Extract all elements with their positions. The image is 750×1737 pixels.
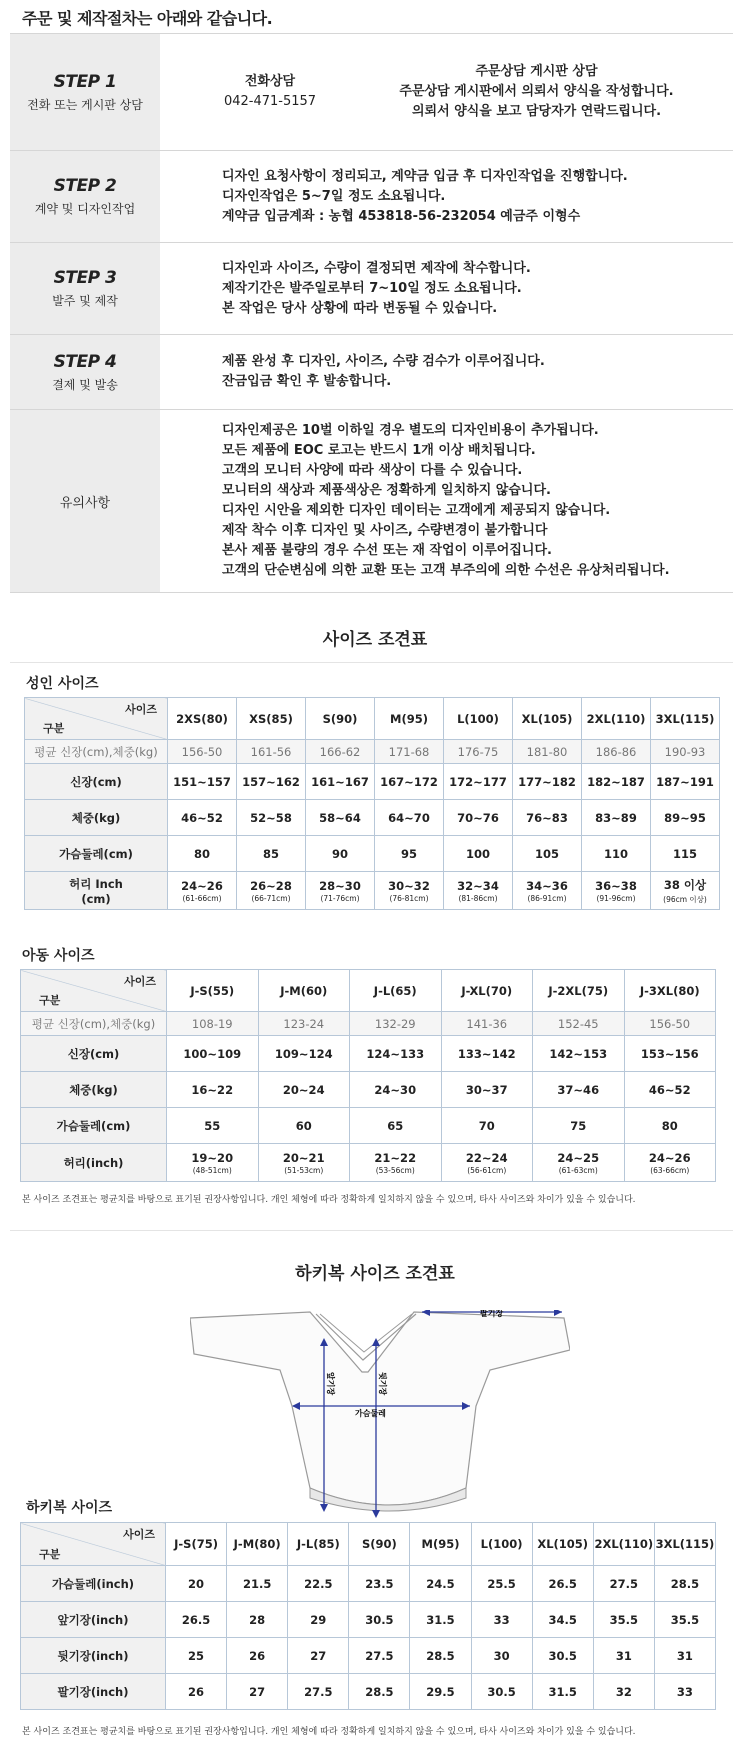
cell: 156-50 [168,740,237,764]
hockey-size-table [20,1522,716,1710]
size-col: XL(105) [532,1523,593,1566]
cell: 110 [582,836,651,872]
cell: 153~156 [624,1036,716,1072]
cell: 64~70 [375,800,444,836]
cell: 21.5 [227,1566,288,1602]
cell: 24~30 [350,1072,442,1108]
waist-inch: 22~24 [465,1150,508,1165]
cell: 161-56 [237,740,306,764]
table-header-row [21,1523,716,1566]
table-row [25,800,720,836]
size-col: XL(105) [513,698,582,740]
size-col: 2XS(80) [168,698,237,740]
size-col: 2XL(110) [593,1523,654,1566]
cell: 161~167 [306,764,375,800]
cell [624,1144,716,1182]
cell: 35.5 [654,1602,715,1638]
step-1-content [160,34,733,150]
corner-size-label: 사이즈 [125,703,157,716]
corner-size-label: 사이즈 [123,1528,155,1541]
step-number: STEP 1 [53,71,117,92]
cell: 115 [651,836,720,872]
row-label: 평균 신장(cm),체중(kg) [25,740,168,764]
size-col: M(95) [375,698,444,740]
waist-inch: 24~26 [181,878,223,893]
cell: 26.5 [532,1566,593,1602]
row-label: 평균 신장(cm),체중(kg) [21,1012,167,1036]
cell: 26 [166,1674,227,1710]
cell: 108-19 [167,1012,259,1036]
cell: 157~162 [237,764,306,800]
cell: 30~37 [441,1072,533,1108]
note-line: 모니터의 색상과 제품색상은 정확하게 일치하지 않습니다. [222,483,551,498]
step-subtitle: 결제 및 발송 [52,377,118,392]
cell: 37~46 [533,1072,625,1108]
waist-cm: (96cm 이상) [663,894,707,904]
waist-inch: 26~28 [250,878,292,893]
cell: 25.5 [471,1566,532,1602]
cell: 152-45 [533,1012,625,1036]
cell: 123-24 [258,1012,350,1036]
cell: 46~52 [168,800,237,836]
size-col: J-L(65) [350,970,442,1012]
step-3 [10,242,733,334]
cell [350,1144,442,1182]
cell: 33 [654,1674,715,1710]
chest-label: 가슴둘레 [355,1409,386,1418]
table-header-row [21,970,716,1012]
note-line: 디자인 시안을 제외한 디자인 데이터는 고객에게 제공되지 않습니다. [222,503,611,518]
table-row [21,1144,716,1182]
cell: 31.5 [532,1674,593,1710]
cell: 95 [375,836,444,872]
cell [258,1144,350,1182]
waist-cm: (86-91cm) [527,893,567,903]
board-consult-line: 주문상담 게시판에서 의뢰서 양식을 작성합니다. [399,84,674,99]
size-col: 3XL(115) [651,698,720,740]
hockey-chart-title: 하키복 사이즈 조견표 [295,1264,455,1284]
step-1-label [10,34,160,150]
step-line: 제품 완성 후 디자인, 사이즈, 수량 검수가 이루어집니다. [222,354,545,369]
step-line: 디자인과 사이즈, 수량이 결정되면 제작에 착수합니다. [222,260,531,276]
divider [10,662,733,663]
step-line: 잔금입금 확인 후 발송합니다. [222,374,392,389]
cell: 171-68 [375,740,444,764]
table-row [25,740,720,764]
waist-cm: (63-66cm) [650,1165,690,1175]
corner-cell [21,970,167,1012]
note-line: 본사 제품 불량의 경우 수선 또는 재 작업이 이루어집니다. [222,543,552,558]
cell [444,872,513,910]
cell [306,872,375,910]
notes-content [160,410,733,592]
back-length-label: 뒷기장 [378,1372,387,1396]
hockey-size-title: 하키복 사이즈 [26,1500,113,1516]
cell: 26 [227,1638,288,1674]
corner-group-label: 구분 [39,994,61,1007]
waist-cm: (48-51cm) [192,1165,232,1175]
cell: 181-80 [513,740,582,764]
sleeve-length-label: 팔기장 [480,1310,504,1318]
cell: 30.5 [349,1602,410,1638]
cell: 89~95 [651,800,720,836]
cell: 76~83 [513,800,582,836]
cell: 30 [471,1638,532,1674]
cell [237,872,306,910]
cell: 26.5 [166,1602,227,1638]
waist-inch: 21~22 [374,1150,417,1165]
waist-inch: 36~38 [595,878,637,893]
cell: 29 [288,1602,349,1638]
front-length-label: 앞기장 [326,1372,335,1396]
waist-inch: 34~36 [526,878,568,893]
board-consult [340,62,733,122]
row-label: 가슴둘레(cm) [21,1108,167,1144]
cell: 182~187 [582,764,651,800]
table-row [21,1108,716,1144]
notes-title: 유의사항 [59,495,111,511]
row-label: 체중(kg) [25,800,168,836]
waist-inch: 24~25 [557,1150,600,1165]
cell: 16~22 [167,1072,259,1108]
size-col: M(95) [410,1523,471,1566]
cell: 46~52 [624,1072,716,1108]
waist-cm: (61-63cm) [558,1165,598,1175]
cell: 30.5 [471,1674,532,1710]
cell: 186-86 [582,740,651,764]
cell: 55 [167,1108,259,1144]
cell: 28 [227,1602,288,1638]
table-row [25,836,720,872]
corner-group-label: 구분 [39,1548,61,1561]
waist-inch: 38 이상 [663,877,707,892]
cell: 33 [471,1602,532,1638]
cell [167,1144,259,1182]
step-number: STEP 3 [53,268,117,288]
note-line: 디자인제공은 10벌 이하일 경우 별도의 디자인비용이 추가됩니다. [222,423,599,438]
kids-size-title: 아동 사이즈 [22,948,95,964]
size-col: J-S(75) [166,1523,227,1566]
cell: 32 [593,1674,654,1710]
waist-inch: 19~20 [191,1150,234,1165]
cell: 20 [166,1566,227,1602]
order-steps [10,33,733,593]
cell: 109~124 [258,1036,350,1072]
cell: 22.5 [288,1566,349,1602]
step-line: 디자인 요청사항이 정리되고, 계약금 입금 후 디자인작업을 진행합니다. [222,168,628,184]
cell: 27.5 [349,1638,410,1674]
phone-number[interactable]: 042-471-5157 [223,94,317,109]
cell: 100~109 [167,1036,259,1072]
page-headline: 주문 및 제작절차는 아래와 같습니다. [22,9,273,28]
cell: 124~133 [350,1036,442,1072]
waist-inch: 32~34 [457,878,499,893]
corner-cell [25,698,168,740]
waist-inch: 24~26 [648,1150,691,1165]
cell: 142~153 [533,1036,625,1072]
corner-size-label: 사이즈 [124,975,156,988]
size-col: J-S(55) [167,970,259,1012]
cell: 141-36 [441,1012,533,1036]
cell: 20~24 [258,1072,350,1108]
cell: 80 [168,836,237,872]
cell: 90 [306,836,375,872]
step-1 [10,33,733,150]
cell [375,872,444,910]
step-line: 디자인작업은 5~7일 정도 소요됩니다. [222,188,446,204]
notes-step [10,409,733,593]
cell: 58~64 [306,800,375,836]
size-col: L(100) [444,698,513,740]
row-label: 가슴둘레(cm) [25,836,168,872]
size-note: 본 사이즈 조견표는 평균치를 바탕으로 표기된 권장사항입니다. 개인 체형에 따라 정확하게 일치하지 않을 수 있으며, 타사 사이즈와 차이가 있을 수 있습니다. [22,1195,636,1205]
size-col: J-XL(70) [441,970,533,1012]
row-label: 뒷기장(inch) [21,1638,166,1674]
cell: 27.5 [288,1674,349,1710]
step-4 [10,334,733,409]
row-label: 허리(inch) [21,1144,167,1182]
waist-inch: 20~21 [282,1150,325,1165]
cell: 190-93 [651,740,720,764]
size-col: XS(85) [237,698,306,740]
row-label [25,872,168,910]
table-row [25,764,720,800]
corner-group-label: 구분 [43,722,65,735]
waist-cm: (81-86cm) [458,893,498,903]
kids-size-table [20,969,716,1182]
cell: 52~58 [237,800,306,836]
step-2 [10,150,733,242]
cell: 132-29 [350,1012,442,1036]
step-subtitle: 전화 또는 게시판 상담 [27,97,143,112]
waist-cm: (91-96cm) [596,893,636,903]
step-3-label [10,243,160,334]
row-label: 체중(kg) [21,1072,167,1108]
step-line: 제작기간은 발주일로부터 7~10일 정도 소요됩니다. [222,280,522,296]
row-label: 팔기장(inch) [21,1674,166,1710]
cell: 60 [258,1108,350,1144]
cell: 31.5 [410,1602,471,1638]
cell: 31 [654,1638,715,1674]
cell: 30.5 [532,1638,593,1674]
waist-label-unit: (cm) [81,891,111,906]
step-number: STEP 2 [53,176,117,196]
cell [168,872,237,910]
step-2-content [160,151,733,242]
cell: 70 [441,1108,533,1144]
cell [582,872,651,910]
step-subtitle: 계약 및 디자인작업 [34,202,136,216]
row-label: 가슴둘레(inch) [21,1566,166,1602]
row-label: 신장(cm) [25,764,168,800]
corner-cell [21,1523,166,1566]
waist-inch: 28~30 [319,878,361,893]
step-4-label [10,335,160,409]
cell: 85 [237,836,306,872]
waist-inch: 30~32 [388,878,430,893]
size-col: J-L(85) [288,1523,349,1566]
waist-label: 허리 Inch [69,876,123,891]
size-note-bottom: 본 사이즈 조견표는 평균치를 바탕으로 표기된 권장사항입니다. 개인 체형에 따라 정확하게 일치하지 않을 수 있으며, 타사 사이즈와 차이가 있을 수 있습니다. [22,1727,636,1737]
waist-cm: (71-76cm) [320,893,360,903]
cell: 65 [350,1108,442,1144]
cell: 28.5 [349,1674,410,1710]
note-line: 고객의 단순변심에 의한 교환 또는 고객 부주의에 의한 수선은 유상처리됩니다. [222,563,670,578]
size-col: 3XL(115) [654,1523,715,1566]
cell: 176-75 [444,740,513,764]
step-2-label [10,151,160,242]
table-header-row [25,698,720,740]
adult-size-table [24,697,720,910]
cell: 172~177 [444,764,513,800]
step-number: STEP 4 [53,351,117,372]
cell: 24.5 [410,1566,471,1602]
note-line: 제작 착수 이후 디자인 및 사이즈, 수량변경이 불가합니다 [222,523,548,538]
row-label: 신장(cm) [21,1036,167,1072]
waist-cm: (51-53cm) [284,1165,324,1175]
size-col: J-3XL(80) [624,970,716,1012]
step-subtitle: 발주 및 제작 [52,294,118,308]
size-chart-title: 사이즈 조견표 [322,630,428,650]
cell: 70~76 [444,800,513,836]
cell: 151~157 [168,764,237,800]
table-row [25,872,720,910]
size-col: S(90) [306,698,375,740]
cell: 187~191 [651,764,720,800]
size-col: J-M(60) [258,970,350,1012]
table-row [21,1566,716,1602]
phone-consult-title: 전화상담 [244,74,296,89]
cell [533,1144,625,1182]
cell: 133~142 [441,1036,533,1072]
table-row [21,1638,716,1674]
cell: 27 [227,1674,288,1710]
cell: 34.5 [532,1602,593,1638]
cell: 28.5 [654,1566,715,1602]
waist-cm: (61-66cm) [182,893,222,903]
table-row [21,1602,716,1638]
table-row [21,1674,716,1710]
cell: 31 [593,1638,654,1674]
cell: 100 [444,836,513,872]
table-row [21,1072,716,1108]
size-col: S(90) [349,1523,410,1566]
cell: 156-50 [624,1012,716,1036]
row-label: 앞기장(inch) [21,1602,166,1638]
cell [441,1144,533,1182]
hockey-jersey-diagram [190,1310,570,1522]
table-row [21,1012,716,1036]
board-consult-title: 주문상담 게시판 상담 [475,64,598,79]
size-col: J-M(80) [227,1523,288,1566]
board-consult-line: 의뢰서 양식을 보고 담당자가 연락드립니다. [411,104,662,119]
size-col: 2XL(110) [582,698,651,740]
cell: 167~172 [375,764,444,800]
waist-cm: (53-56cm) [375,1165,415,1175]
cell: 35.5 [593,1602,654,1638]
waist-cm: (76-81cm) [389,893,429,903]
cell: 25 [166,1638,227,1674]
cell: 105 [513,836,582,872]
cell: 83~89 [582,800,651,836]
cell: 166-62 [306,740,375,764]
waist-cm: (56-61cm) [467,1165,507,1175]
cell: 23.5 [349,1566,410,1602]
divider [10,1230,733,1231]
cell: 27 [288,1638,349,1674]
phone-consult [160,72,340,112]
cell: 27.5 [593,1566,654,1602]
step-line: 본 작업은 당사 상황에 따라 변동될 수 있습니다. [222,300,498,316]
note-line: 고객의 모니터 사양에 따라 색상이 다를 수 있습니다. [222,463,523,478]
step-3-content [160,243,733,334]
waist-cm: (66-71cm) [251,893,291,903]
cell: 177~182 [513,764,582,800]
notes-label [10,410,160,592]
cell [651,872,720,910]
step-4-content [160,335,733,409]
adult-size-title: 성인 사이즈 [26,676,99,692]
cell [513,872,582,910]
cell: 80 [624,1108,716,1144]
cell: 29.5 [410,1674,471,1710]
table-row [21,1036,716,1072]
cell: 28.5 [410,1638,471,1674]
size-col: L(100) [471,1523,532,1566]
cell: 75 [533,1108,625,1144]
step-line: 계약금 입금계좌 : 농협 453818-56-232054 예금주 이형수 [222,208,581,224]
size-col: J-2XL(75) [533,970,625,1012]
note-line: 모든 제품에 EOC 로고는 반드시 1개 이상 배치됩니다. [222,443,536,458]
